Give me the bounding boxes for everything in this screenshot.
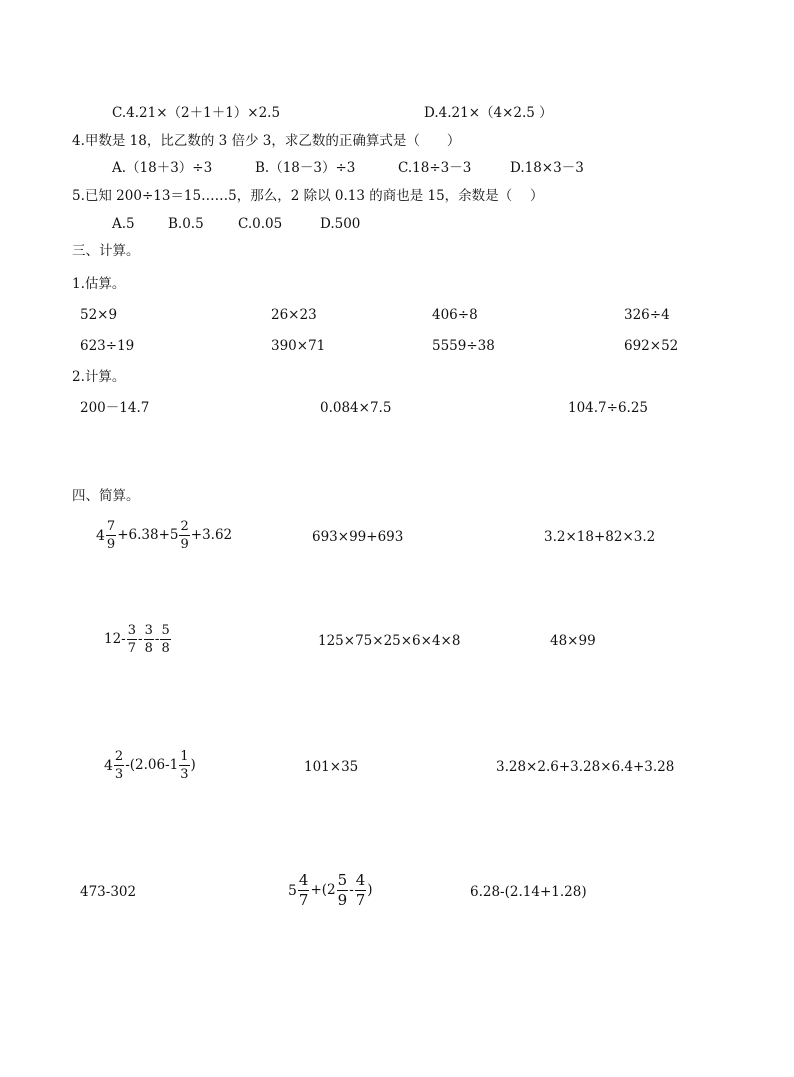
whole-part: 4 [104, 757, 113, 774]
numerator: 1 [180, 749, 189, 764]
denominator: 9 [180, 537, 189, 552]
q5-option-d: D.500 [320, 216, 361, 232]
calc-title: 2.计算。 [72, 369, 126, 385]
calc-item: 200－14.7 [80, 400, 150, 416]
simplify-expr [288, 873, 373, 908]
estimate-item: 390×71 [271, 338, 326, 354]
q5-stem: 5.已知 200÷13＝15……5，那么，2 除以 0.13 的商也是 15，余数是（ ） [72, 188, 544, 204]
numerator: 5 [161, 623, 170, 638]
simplify-expr: 3.2×18+82×3.2 [544, 529, 656, 545]
numerator: 3 [127, 623, 137, 638]
simplify-expr: 473-302 [80, 884, 137, 900]
fraction [106, 520, 116, 551]
simplify-expr: 3.28×2.6+3.28×6.4+3.28 [496, 759, 675, 775]
whole-part: 4 [96, 527, 105, 544]
numerator: 7 [106, 519, 116, 534]
q5-option-c: C.0.05 [238, 216, 283, 232]
whole-part: 5 [288, 882, 297, 899]
expr-text: - [154, 630, 160, 647]
fraction [355, 873, 367, 908]
numerator: 2 [114, 749, 124, 764]
denominator: 7 [127, 641, 137, 656]
estimate-title: 1.估算。 [72, 276, 126, 292]
expr-text: 12- [104, 630, 126, 647]
simplify-expr: 125×75×25×6×4×8 [318, 633, 461, 649]
q5-option-a: A.5 [112, 216, 135, 232]
expr-text: - [138, 630, 143, 647]
estimate-item: 692×52 [624, 338, 679, 354]
numerator: 2 [180, 519, 189, 534]
fraction [179, 520, 189, 551]
estimate-item: 326÷4 [624, 307, 670, 323]
numerator: 5 [337, 871, 348, 889]
simplify-expr: 48×99 [550, 633, 596, 649]
denominator: 8 [144, 641, 153, 656]
fraction [337, 873, 349, 908]
expr-text: ) [367, 881, 373, 898]
expr-text: - [349, 881, 354, 898]
estimate-item: 623÷19 [80, 338, 135, 354]
q3-option-c: C.4.21×（2＋1＋1）×2.5 [112, 105, 281, 121]
expr-text: ) [190, 756, 196, 773]
q4-stem: 4.甲数是 18，比乙数的 3 倍少 3，求乙数的正确算式是（ ） [72, 133, 461, 149]
estimate-item: 5559÷38 [432, 338, 495, 354]
simplify-expr [96, 520, 232, 551]
estimate-item: 406÷8 [432, 307, 478, 323]
q4-option-b: B.（18－3）÷3 [255, 160, 356, 176]
fraction [298, 873, 310, 908]
q4-option-a: A.（18＋3）÷3 [112, 160, 213, 176]
q5-option-b: B.0.5 [168, 216, 204, 232]
simplify-expr [104, 624, 172, 655]
denominator: 9 [106, 537, 116, 552]
expr-text: +3.62 [190, 526, 233, 543]
q4-option-c: C.18÷3－3 [398, 160, 472, 176]
denominator: 9 [337, 891, 348, 909]
calc-item: 0.084×7.5 [320, 400, 392, 416]
simplify-expr [104, 750, 196, 781]
denominator: 7 [298, 891, 309, 909]
estimate-item: 52×9 [80, 307, 118, 323]
numerator: 3 [144, 623, 153, 638]
fraction [179, 750, 189, 781]
expr-text: -(2.06-1 [125, 756, 179, 773]
simplify-expr: 693×99+693 [312, 529, 404, 545]
fraction [160, 624, 170, 655]
section-3-title: 三、计算。 [72, 243, 140, 259]
fraction [114, 750, 124, 781]
q4-option-d: D.18×3－3 [510, 160, 584, 176]
fraction [127, 624, 137, 655]
expr-text: +6.38+5 [117, 526, 179, 543]
denominator: 3 [114, 767, 124, 782]
calc-item: 104.7÷6.25 [568, 400, 649, 416]
numerator: 4 [355, 871, 366, 889]
numerator: 4 [298, 871, 309, 889]
simplify-expr: 6.28-(2.14+1.28) [470, 884, 587, 900]
expr-text: +(2 [310, 881, 336, 898]
simplify-expr: 101×35 [304, 759, 359, 775]
section-4-title: 四、简算。 [72, 488, 140, 504]
denominator: 8 [161, 641, 170, 656]
q3-option-d: D.4.21×（4×2.5 ） [424, 105, 553, 121]
denominator: 7 [355, 891, 366, 909]
denominator: 3 [180, 767, 189, 782]
fraction [144, 624, 154, 655]
estimate-item: 26×23 [271, 307, 317, 323]
